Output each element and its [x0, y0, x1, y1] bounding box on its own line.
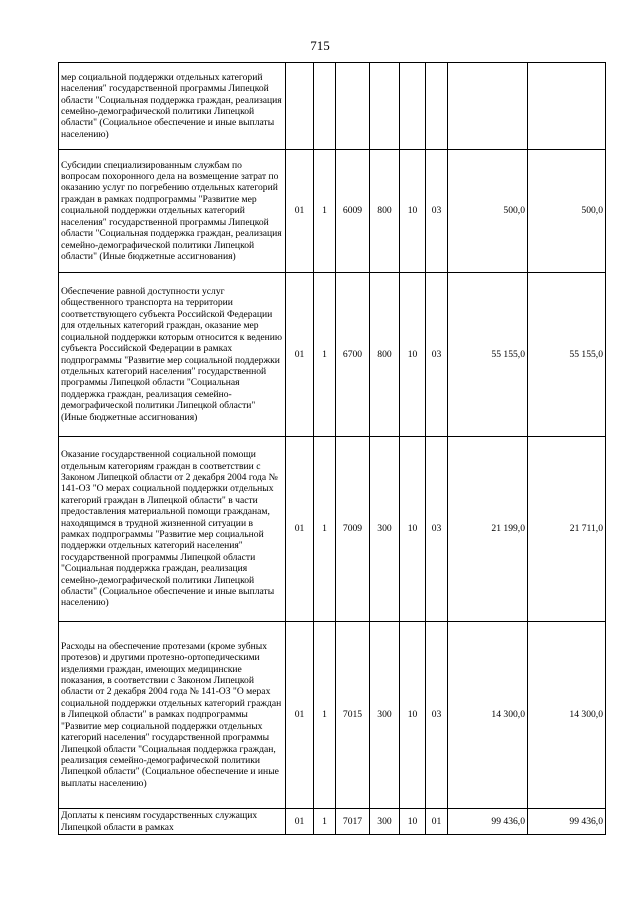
row-description: Расходы на обеспечение протезами (кроме зубных протезов) и другими протезно-ортопедическими изделиями граждан, имеющих медицинские показания, в соответствии с Законом Липецкой области от 2 декабря 2004 года № 141-ОЗ "О мерах социальной поддержки отдельных категорий граждан в Липецкой области" в рамках подпрограммы "Развитие мер социальной поддержки отдельных категорий населения" государственной программы Липецкой области "Социальная поддержка граждан, реализация семейно-демографической политики Липецкой области" (Социальное обеспечение и иные выплаты населению) — [59, 622, 286, 809]
direction-code: 7017 — [336, 809, 370, 835]
row-description: мер социальной поддержки отдельных категорий населения" государственной программы Липецкой области "Социальная поддержка граждан, реализация семейно-демографической политики Липецкой области" (Социальное обеспечение и иные выплаты населению) — [59, 63, 286, 150]
table-row — [59, 150, 606, 273]
table-row — [59, 622, 606, 809]
amount-year-2: 14 300,0 — [528, 622, 606, 809]
program-code: 01 — [286, 437, 314, 622]
row-description: Оказание государственной социальной помощи отдельным категориям граждан в соответствии с Законом Липецкой области от 2 декабря 2004 года № 141-ОЗ "О мерах социальной поддержки отдельных категорий граждан в Липецкой области" в части предоставления материальной помощи гражданам, находящимся в трудной жизненной ситуации в рамках подпрограммы "Развитие мер социальной поддержки отдельных категорий населения" государственной программы Липецкой области "Социальная поддержка граждан, реализация семейно-демографической политики Липецкой области" (Социальное обеспечение и иные выплаты населению) — [59, 437, 286, 622]
section-code: 10 — [400, 622, 426, 809]
subprogram-code: 1 — [314, 622, 336, 809]
program-code — [286, 63, 314, 150]
amount-year-1 — [448, 63, 528, 150]
expense-type-code: 800 — [370, 150, 400, 273]
section-code: 10 — [400, 809, 426, 835]
amount-year-1: 21 199,0 — [448, 437, 528, 622]
page-number: 715 — [310, 38, 330, 53]
table-row — [59, 437, 606, 622]
budget-table — [58, 62, 606, 835]
expense-type-code — [370, 63, 400, 150]
table-row — [59, 809, 606, 835]
subprogram-code: 1 — [314, 437, 336, 622]
row-description: Субсидии специализированным службам по вопросам похоронного дела на возмещение затрат по оказанию услуг по погребению отдельных категорий граждан в рамках подпрограммы "Развитие мер социальной поддержки отдельных категорий населения" государственной программы Липецкой области "Социальная поддержка граждан, реализация семейно-демографической политики Липецкой области" (Иные бюджетные ассигнования) — [59, 150, 286, 273]
subprogram-code: 1 — [314, 150, 336, 273]
program-code: 01 — [286, 622, 314, 809]
table-row — [59, 273, 606, 437]
program-code: 01 — [286, 273, 314, 437]
direction-code: 7015 — [336, 622, 370, 809]
program-code: 01 — [286, 809, 314, 835]
table-row — [59, 63, 606, 150]
direction-code: 7009 — [336, 437, 370, 622]
amount-year-1: 99 436,0 — [448, 809, 528, 835]
subsection-code: 03 — [426, 622, 448, 809]
section-code — [400, 63, 426, 150]
expense-type-code: 300 — [370, 437, 400, 622]
subsection-code: 03 — [426, 150, 448, 273]
amount-year-2: 55 155,0 — [528, 273, 606, 437]
direction-code: 6700 — [336, 273, 370, 437]
subsection-code: 03 — [426, 273, 448, 437]
amount-year-2: 500,0 — [528, 150, 606, 273]
amount-year-1: 14 300,0 — [448, 622, 528, 809]
expense-type-code: 300 — [370, 809, 400, 835]
subsection-code — [426, 63, 448, 150]
row-description: Доплаты к пенсиям государственных служащих Липецкой области в рамках — [59, 809, 286, 835]
direction-code: 6009 — [336, 150, 370, 273]
subprogram-code: 1 — [314, 809, 336, 835]
subsection-code: 03 — [426, 437, 448, 622]
direction-code — [336, 63, 370, 150]
subprogram-code: 1 — [314, 273, 336, 437]
amount-year-2 — [528, 63, 606, 150]
row-description: Обеспечение равной доступности услуг общественного транспорта на территории соответствующего субъекта Российской Федерации для отдельных категорий граждан, оказание мер социальной поддержки которым относится к ведению субъекта Российской Федерации в рамках подпрограммы "Развитие мер социальной поддержки отдельных категорий населения" государственной программы Липецкой области "Социальная поддержка граждан, реализация семейно-демографической политики Липецкой области" (Иные бюджетные ассигнования) — [59, 273, 286, 437]
program-code: 01 — [286, 150, 314, 273]
subprogram-code — [314, 63, 336, 150]
expense-type-code: 300 — [370, 622, 400, 809]
amount-year-2: 21 711,0 — [528, 437, 606, 622]
section-code: 10 — [400, 273, 426, 437]
section-code: 10 — [400, 437, 426, 622]
subsection-code: 01 — [426, 809, 448, 835]
expense-type-code: 800 — [370, 273, 400, 437]
section-code: 10 — [400, 150, 426, 273]
amount-year-1: 55 155,0 — [448, 273, 528, 437]
amount-year-2: 99 436,0 — [528, 809, 606, 835]
amount-year-1: 500,0 — [448, 150, 528, 273]
